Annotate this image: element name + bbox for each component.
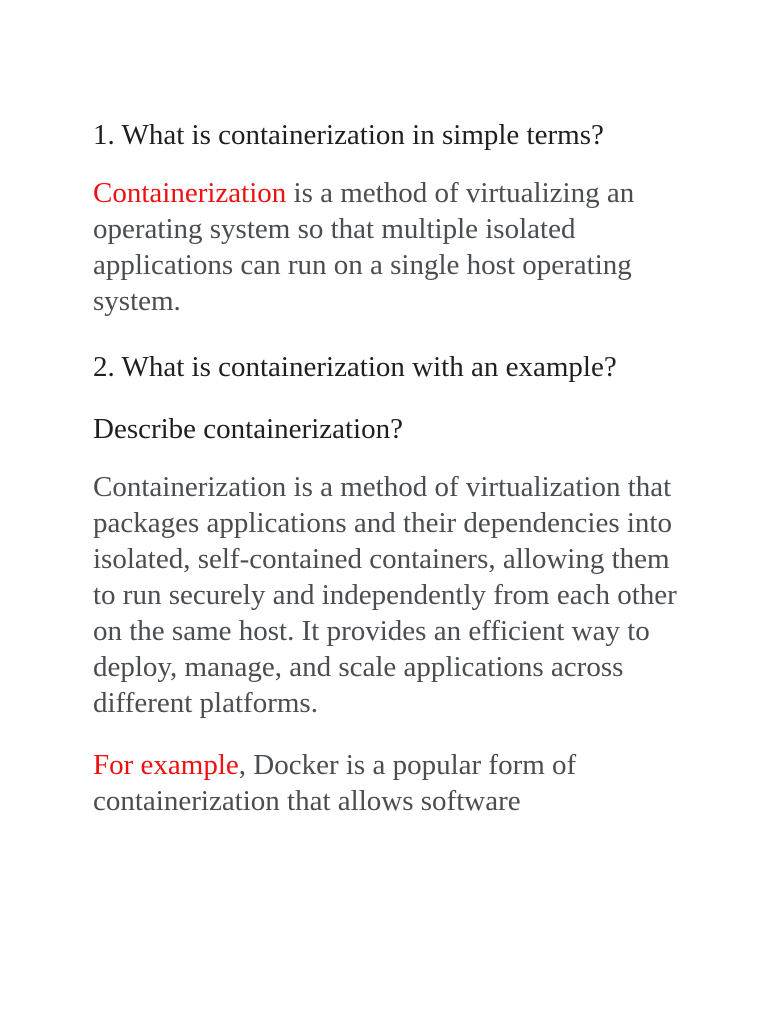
example-text: , Docker is a popular form of containerization that allows software — [93, 749, 577, 817]
answer-1-paragraph — [93, 175, 693, 319]
answer-1-text: is a method of virtualizing an operating system so that multiple isolated applications can run on a single host operating system. — [93, 177, 635, 317]
question-2-subheading: Describe containerization? — [93, 413, 403, 445]
answer-1-highlight: Containerization — [93, 177, 287, 209]
example-highlight: For example — [93, 749, 239, 781]
question-1-heading: 1. What is containerization in simple terms? — [93, 119, 604, 151]
question-2-heading: 2. What is containerization with an example? — [93, 351, 617, 383]
document-page — [93, 117, 693, 819]
answer-2-paragraph: Containerization is a method of virtualization that packages applications and their dependencies into isolated, self-contained containers, allowing them to run securely and independently from each other on the same host. It provides an efficient way to deploy, manage, and scale applications across different platforms. — [93, 471, 677, 719]
example-paragraph — [93, 747, 693, 819]
